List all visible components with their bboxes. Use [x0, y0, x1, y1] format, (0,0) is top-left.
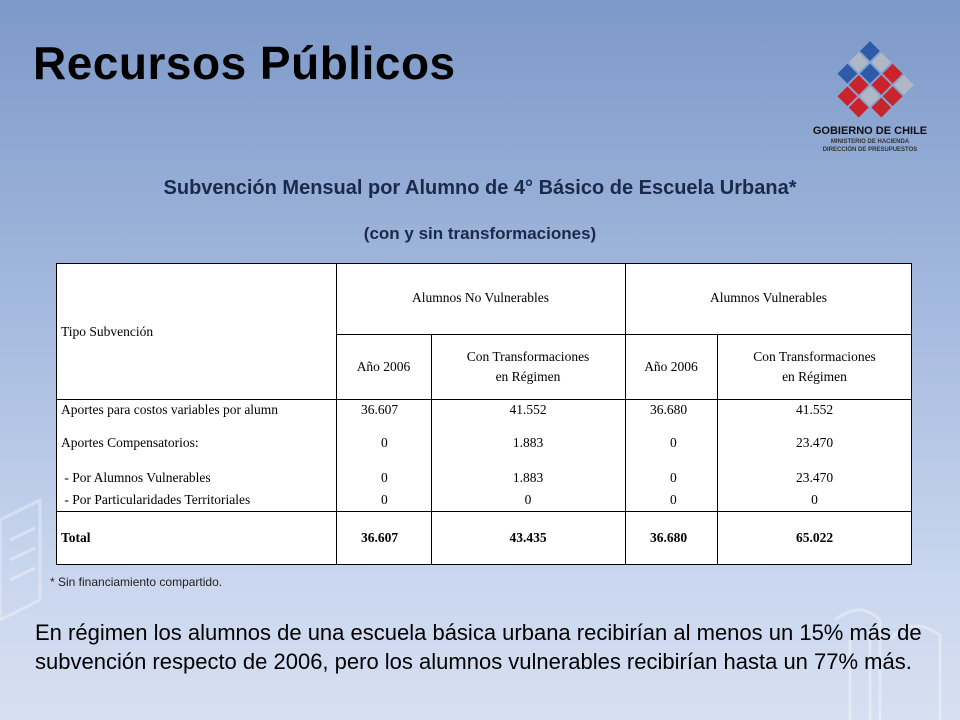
table-cell: 0: [381, 470, 388, 485]
group-header-vulnerables: Alumnos Vulnerables: [709, 290, 828, 305]
total-label: Total: [61, 530, 91, 545]
table-cell: 0: [670, 492, 677, 507]
subsidy-table: [56, 263, 912, 565]
table-cell: 23.470: [795, 435, 834, 450]
table-cell: 41.552: [509, 402, 547, 417]
summary-paragraph: En régimen los alumnos de una escuela básica urbana recibirían al menos un 15% más de subvención respecto de 2006, pero los alumnos vulnerables recibirían hasta un 77% más.: [35, 620, 922, 674]
col-header-transf-1b: en Régimen: [495, 369, 561, 384]
footnote: * Sin financiamiento compartido.: [50, 575, 223, 589]
table-cell: 36.680: [650, 402, 688, 417]
table-row-label: - Por Alumnos Vulnerables: [61, 470, 211, 485]
table-cell: 0: [670, 470, 677, 485]
table-row-label: Aportes Compensatorios:: [61, 435, 199, 450]
table-cell: 1.883: [512, 435, 544, 450]
table-cell: 0: [381, 435, 388, 450]
col-header-year-2: Año 2006: [644, 359, 698, 374]
table-cell: 0: [524, 492, 532, 507]
table-row-label: Aportes para costos variables por alumn: [61, 402, 279, 417]
table-cell: 0: [670, 435, 677, 450]
total-cell: 36.680: [650, 530, 688, 545]
table-cell: 36.607: [361, 402, 399, 417]
group-header-no-vulnerables: Alumnos No Vulnerables: [412, 290, 549, 305]
total-cell: 43.435: [509, 530, 547, 545]
row-header-label: Tipo Subvención: [61, 324, 154, 339]
table-subtitle: (con y sin transformaciones): [363, 224, 597, 243]
col-header-transf-2b: en Régimen: [782, 369, 847, 384]
col-header-transf-1a: Con Transformaciones: [466, 349, 590, 364]
total-cell: 65.022: [795, 530, 834, 545]
table-cell: 0: [811, 492, 818, 507]
total-cell: 36.607: [361, 530, 399, 545]
table-cell: 41.552: [795, 402, 834, 417]
table-cell: 0: [381, 492, 388, 507]
logo-direction: DIRECCIÓN DE PRESUPUESTOS: [822, 147, 918, 153]
table-row-label: - Por Particularidades Territoriales: [61, 492, 251, 507]
col-header-transf-2a: Con Transformaciones: [753, 349, 876, 364]
table-cell: 23.470: [795, 470, 834, 485]
table-cell: 1.883: [512, 470, 544, 485]
logo-name: GOBIERNO DE CHILE: [812, 125, 928, 137]
page-title: Recursos Públicos: [33, 37, 456, 89]
table-title: Subvención Mensual por Alumno de 4° Básico de Escuela Urbana*: [163, 177, 797, 199]
logo-ministry: MINISTERIO DE HACIENDA: [830, 139, 910, 145]
col-header-year-1: Año 2006: [356, 359, 411, 374]
